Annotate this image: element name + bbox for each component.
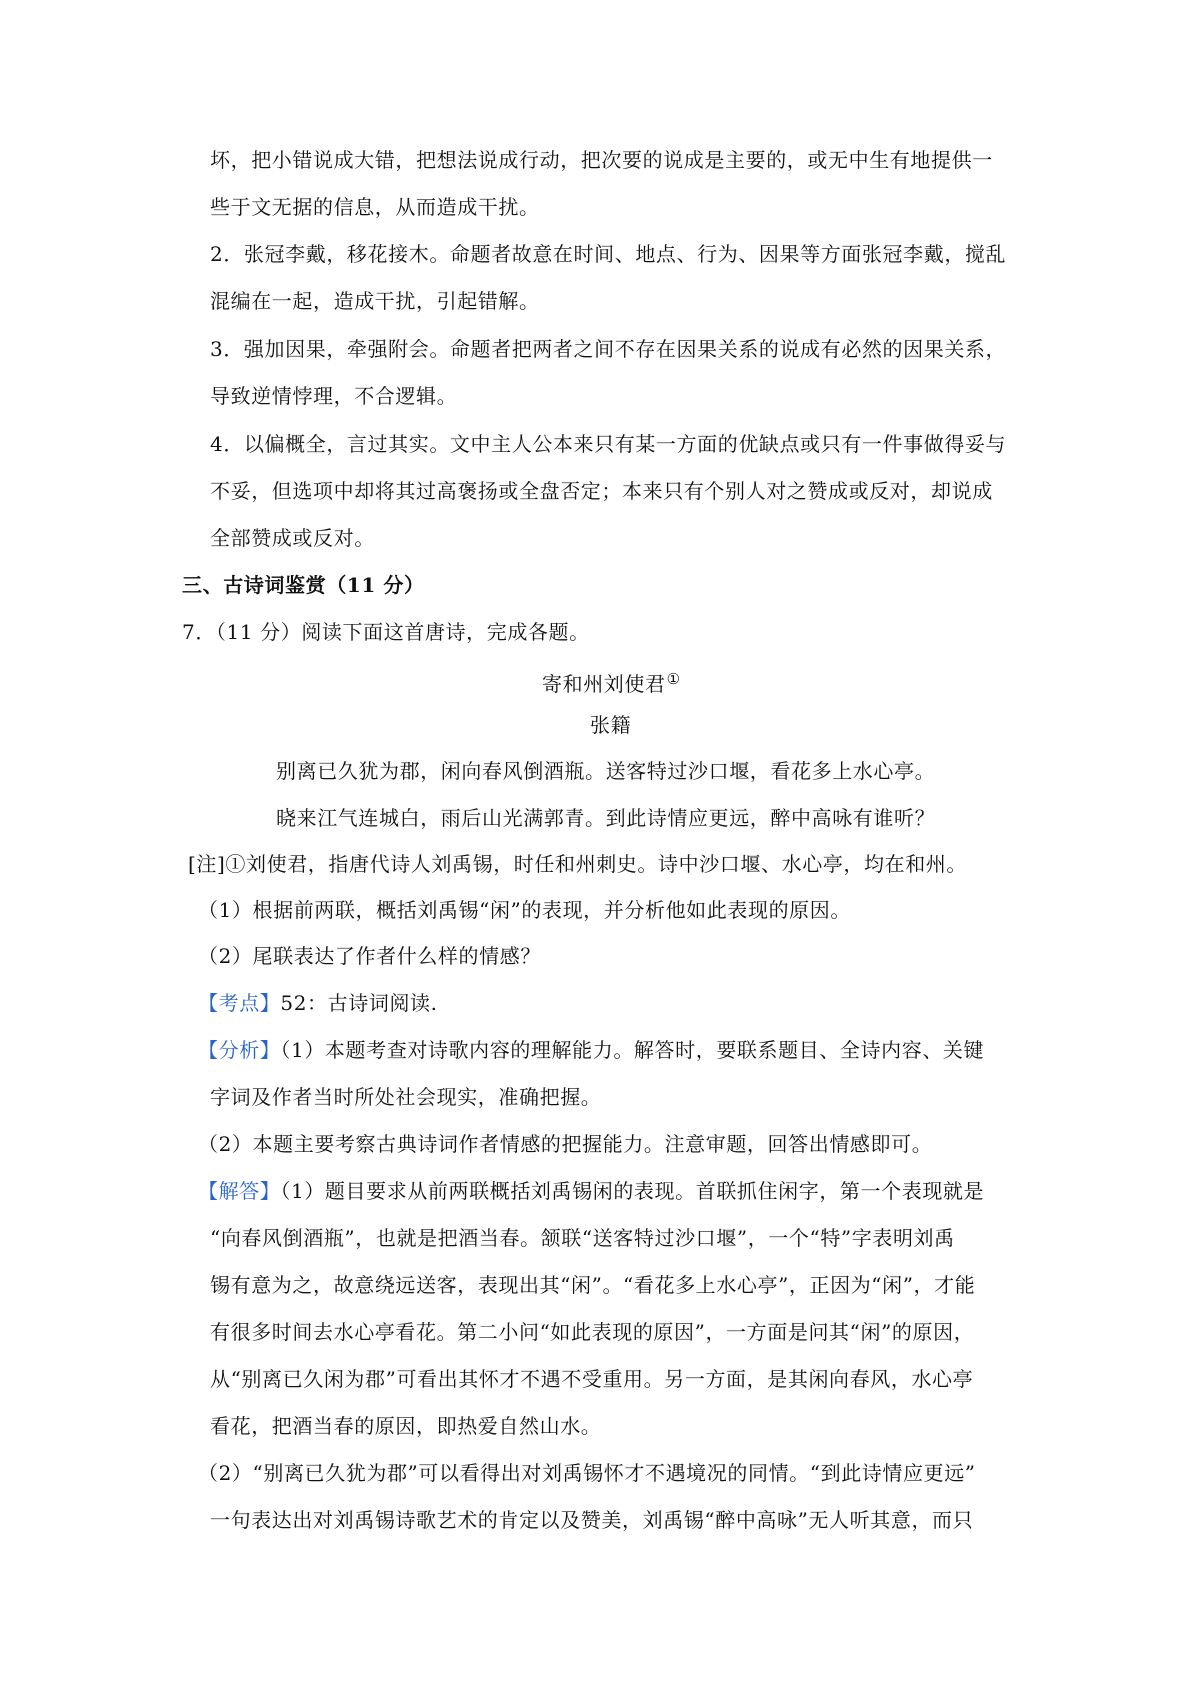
jieda-line-4: 有很多时间去水心亭看花。第二小问“如此表现的原因”，一方面是问其“闲”的原因， [210, 1320, 975, 1344]
question-prompt: 7．（11 分）阅读下面这首唐诗，完成各题。 [182, 620, 590, 644]
item-4-line-1: 4．以偏概全，言过其实。文中主人公本来只有某一方面的优缺点或只有一件事做得妥与 [210, 432, 1007, 456]
sub-question-2: （2）尾联表达了作者什么样的情感？ [198, 944, 541, 968]
fenxi-row [198, 1036, 984, 1064]
fenxi-line-1: （1）本题考查对诗歌内容的理解能力。解答时，要联系题目、全诗内容、关键 [280, 1038, 985, 1062]
poem-couplet-2: 晓来江气连城白，雨后山光满郭青。到此诗情应更远，醉中高咏有谁听？ [276, 806, 936, 830]
item-3-line-2: 导致逆情悖理，不合逻辑。 [210, 384, 458, 408]
poem-title [542, 665, 681, 698]
continued-text-line-2: 些于文无据的信息，从而造成干扰。 [210, 195, 540, 219]
item-4-line-3: 全部赞成或反对。 [210, 526, 375, 550]
poem-title-note-mark: ① [666, 670, 681, 688]
item-4-line-2: 不妥，但选项中却将其过高褒扬或全盘否定；本来只有个别人对之赞成或反对，却说成 [210, 479, 993, 503]
jieda-line-6: 看花，把酒当春的原因，即热爱自然山水。 [210, 1414, 602, 1438]
kaodian-tag: 【考点】 [198, 991, 281, 1015]
kaodian-row [198, 989, 438, 1017]
jieda-line-7: （2）“别离已久犹为郡”可以看得出对刘禹锡怀才不遇境况的同情。“到此诗情应更远” [198, 1461, 976, 1485]
kaodian-text: 52：古诗词阅读. [280, 991, 438, 1015]
poem-author: 张籍 [590, 713, 632, 737]
section-heading: 三、古诗词鉴赏（11 分） [182, 573, 425, 597]
poem-couplet-1: 别离已久犹为郡，闲向春风倒酒瓶。送客特过沙口堰，看花多上水心亭。 [276, 759, 936, 783]
jieda-tag: 【解答】 [198, 1179, 281, 1203]
continued-text-line-1: 坏，把小错说成大错，把想法说成行动，把次要的说成是主要的，或无中生有地提供一 [210, 148, 993, 172]
item-2-line-2: 混编在一起，造成干扰，引起错解。 [210, 289, 540, 313]
fenxi-line-2: 字词及作者当时所处社会现实，准确把握。 [210, 1085, 602, 1109]
fenxi-tag: 【分析】 [198, 1038, 281, 1062]
jieda-line-3: 锡有意为之，故意绕远送客，表现出其“闲”。“看花多上水心亭”，正因为“闲”，才能 [210, 1273, 976, 1297]
sub-question-1: （1）根据前两联，概括刘禹锡“闲”的表现，并分析他如此表现的原因。 [198, 898, 851, 922]
jieda-line-8: 一句表达出对刘禹锡诗歌艺术的肯定以及赞美，刘禹锡“醉中高咏”无人听其意，而只 [210, 1508, 974, 1532]
jieda-line-1: （1）题目要求从前两联概括刘禹锡闲的表现。首联抓住闲字，第一个表现就是 [280, 1179, 985, 1203]
jieda-line-2: “向春风倒酒瓶”，也就是把酒当春。颔联“送客特过沙口堰”，一个“特”字表明刘禹 [210, 1226, 955, 1250]
item-3-line-1: 3．强加因果，牵强附会。命题者把两者之间不存在因果关系的说成有必然的因果关系， [210, 337, 1007, 361]
item-2-line-1: 2．张冠李戴，移花接木。命题者故意在时间、地点、行为、因果等方面张冠李戴，搅乱 [210, 242, 1007, 266]
jieda-row [198, 1177, 984, 1205]
fenxi-line-3: （2）本题主要考察古典诗词作者情感的把握能力。注意审题，回答出情感即可。 [198, 1132, 933, 1156]
poem-title-text: 寄和州刘使君 [542, 672, 666, 696]
poem-note: [注]①刘使君，指唐代诗人刘禹锡，时任和州刺史。诗中沙口堰、水心亭，均在和州。 [188, 852, 968, 876]
jieda-line-5: 从“别离已久闲为郡”可看出其怀才不遇不受重用。另一方面，是其闲向春风，水心亭 [210, 1367, 974, 1391]
